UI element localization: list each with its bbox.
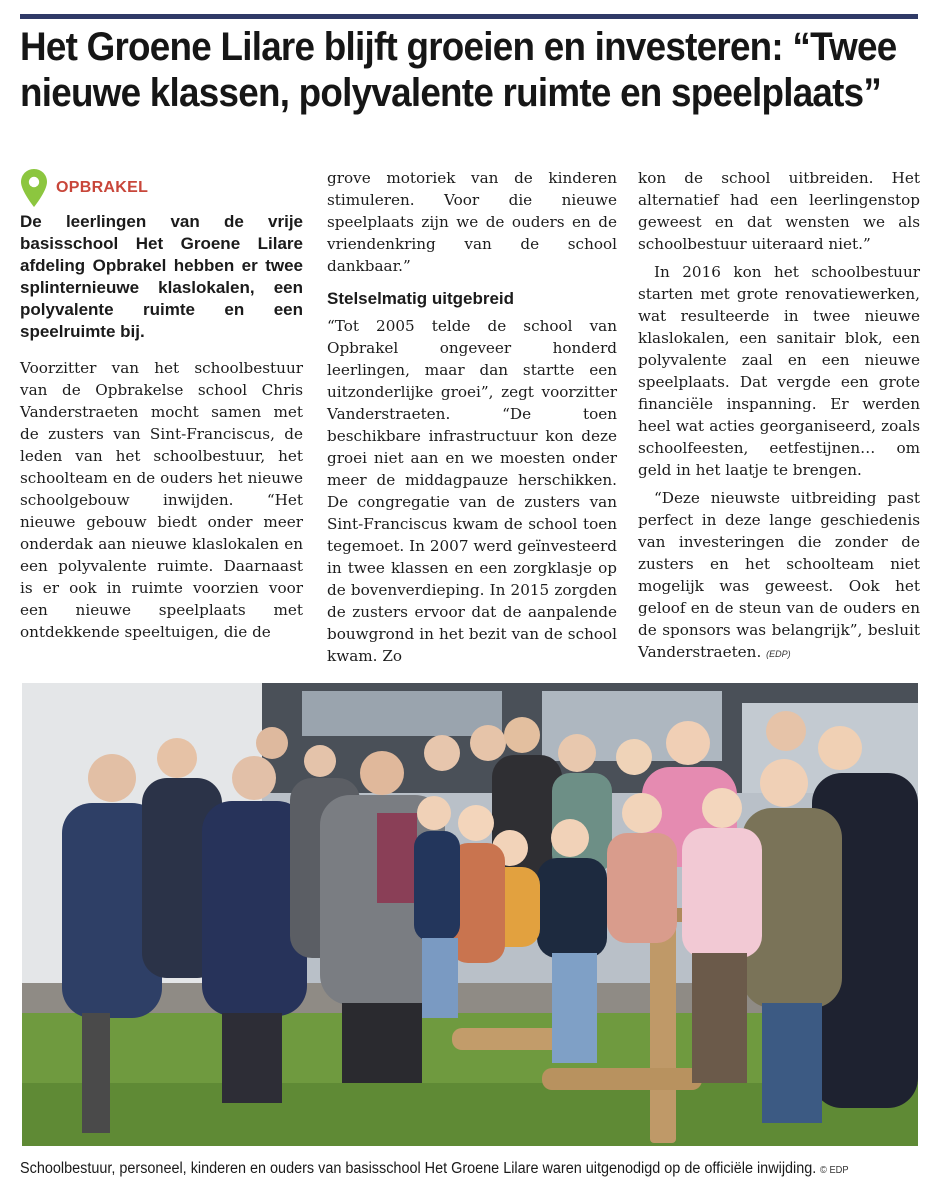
top-rule	[20, 14, 918, 19]
body-paragraph: “Tot 2005 telde de school van Opbrakel ongeveer honderd leerlingen, maar dan startte een uitzonderlijke groei”, zegt voorzitter Vanderstraeten. “De toen beschikbare infrastructuur kon deze groei niet aan en we moesten onder meer de middagpauze herschikken. De congregatie van de zusters van Sint-Franciscus kwam de school toen tegemoet. In 2007 werd geïnvesteerd in twee klassen en een zorgklasje op de bovenverdieping. In 2015 zorgden de zusters ervoor dat de aanpalende bouwgrond in het bezit van de school kwam. Zo	[327, 317, 617, 665]
body-paragraph: kon de school uitbreiden. Het alternatief had een leerlingenstop geweest en dat wensten we als schoolbestuur uiteraard niet.”	[638, 169, 920, 253]
body-paragraph	[638, 487, 920, 665]
location-label: OPBRAKEL	[56, 179, 149, 196]
subheading: Stelselmatig uitgebreid	[327, 289, 515, 308]
column-2	[327, 167, 617, 667]
lead-paragraph: De leerlingen van de vrije basisschool Het Groene Lilare afdeling Opbrakel hebben er twee splinternieuwe klaslokalen, een polyvalente ruimte en een speelruimte bij.	[20, 212, 303, 341]
body-paragraph: In 2016 kon het schoolbestuur starten met grote renovatiewerken, wat resulteerde in twee nieuwe klaslokalen, een sanitair blok, een polyvalente zaal en een nieuwe speelplaats. Dat vergde een grote financiële inspanning. Er werden heel wat acties georganiseerd, zoals schoolfeesten, eetfestijnen… om geld in het laatje te brengen.	[638, 263, 920, 479]
photo-caption	[20, 1158, 857, 1182]
headline: Het Groene Lilare blijft groeien en investeren: “Twee nieuwe klassen, polyvalente ruimte en speelplaats”	[20, 25, 897, 115]
caption-text: Schoolbestuur, personeel, kinderen en ouders van basisschool Het Groene Lilare waren uitgenodigd op de officiële inwijding.	[20, 1160, 817, 1177]
body-paragraph: grove motoriek van de kinderen stimuleren. Voor die nieuwe speelplaats zijn we de ouders en de vriendenkring van de school dankbaar.”	[327, 169, 617, 275]
article-body	[20, 167, 920, 667]
closing-quote: “Deze nieuwste uitbreiding past perfect in deze lange geschiedenis van investeringen die zonder de zusters en het schoolteam niet mogelijk was geweest. Ook het geloof en de steun van de ouders en de sponsors was belangrijk”, besluit Vanderstraeten.	[638, 489, 920, 661]
column-3	[638, 167, 920, 665]
byline-credit: (EDP)	[766, 649, 791, 659]
body-paragraph: Voorzitter van het schoolbestuur van de Opbrakelse school Chris Vanderstraeten mocht samen met de zusters van Sint-Franciscus, de leden van het schoolbestuur, het schoolteam en de ouders het nieuwe schoolgebouw inwijden. “Het nieuwe gebouw biedt onder meer onderdak aan nieuwe klaslokalen en een polyvalente ruimte. Daarnaast is er ook in ruimte voorzien voor een nieuwe speelplaats met ontdekkende speeltuigen, die de	[20, 359, 303, 641]
group-photo-illustration	[22, 683, 918, 1146]
map-pin-icon	[20, 168, 48, 208]
group-photo	[22, 683, 918, 1146]
location-tag	[20, 167, 303, 209]
photo-credit: © EDP	[820, 1165, 849, 1176]
column-1	[20, 167, 303, 643]
